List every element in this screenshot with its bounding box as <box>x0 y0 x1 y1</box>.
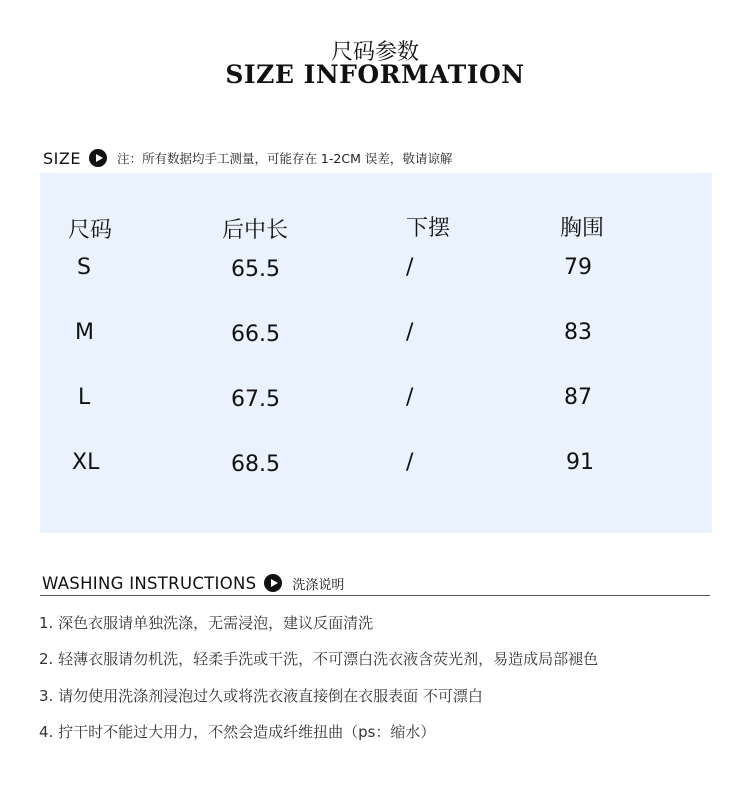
column-header-size: 尺码 <box>68 218 113 243</box>
table-cell-size: XL <box>72 450 100 475</box>
column-header-hem: 下摆 <box>406 216 451 241</box>
instruction-item: 3. 请勿使用洗涤剂浸泡过久或将洗衣液直接倒在衣服表面 不可漂白 <box>39 687 483 705</box>
page-title-en: SIZE INFORMATION <box>225 60 525 89</box>
table-cell-hem: / <box>406 255 414 280</box>
section-divider <box>40 595 710 596</box>
page-title-cn: 尺码参数 <box>330 40 419 65</box>
table-cell-hem: / <box>406 320 414 345</box>
instruction-item: 1. 深色衣服请单独洗涤，无需浸泡，建议反面清洗 <box>39 614 374 632</box>
table-cell-back-length: 66.5 <box>231 322 280 347</box>
play-circle-icon <box>89 149 107 167</box>
instruction-item: 2. 轻薄衣服请勿机洗，轻柔手洗或干洗，不可漂白洗衣液含荧光剂，易造成局部褪色 <box>39 650 599 668</box>
size-section-header <box>43 147 452 169</box>
washing-label: WASHING INSTRUCTIONS <box>42 573 257 593</box>
table-cell-chest: 83 <box>564 320 592 345</box>
table-cell-back-length: 67.5 <box>231 387 280 412</box>
table-cell-back-length: 68.5 <box>231 452 280 477</box>
washing-section-header <box>42 571 710 595</box>
column-header-back-length: 后中长 <box>222 218 289 243</box>
measurement-note: 注：所有数据均手工测量，可能存在 1-2CM 误差，敬请谅解 <box>116 151 453 166</box>
size-table <box>40 173 712 533</box>
table-cell-chest: 79 <box>564 255 592 280</box>
instruction-item: 4. 拧干时不能过大用力，不然会造成纤维扭曲（ps：缩水） <box>39 723 436 741</box>
table-cell-chest: 87 <box>564 385 592 410</box>
play-circle-icon <box>264 574 282 592</box>
table-cell-size: M <box>75 320 94 345</box>
size-label: SIZE <box>43 148 81 168</box>
table-cell-size: L <box>78 385 91 410</box>
column-header-chest: 胸围 <box>560 216 605 241</box>
table-cell-hem: / <box>406 450 414 475</box>
table-cell-hem: / <box>406 385 414 410</box>
table-cell-chest: 91 <box>566 450 594 475</box>
washing-note: 洗涤说明 <box>292 577 345 593</box>
table-cell-back-length: 65.5 <box>231 257 280 282</box>
table-cell-size: S <box>77 255 91 280</box>
